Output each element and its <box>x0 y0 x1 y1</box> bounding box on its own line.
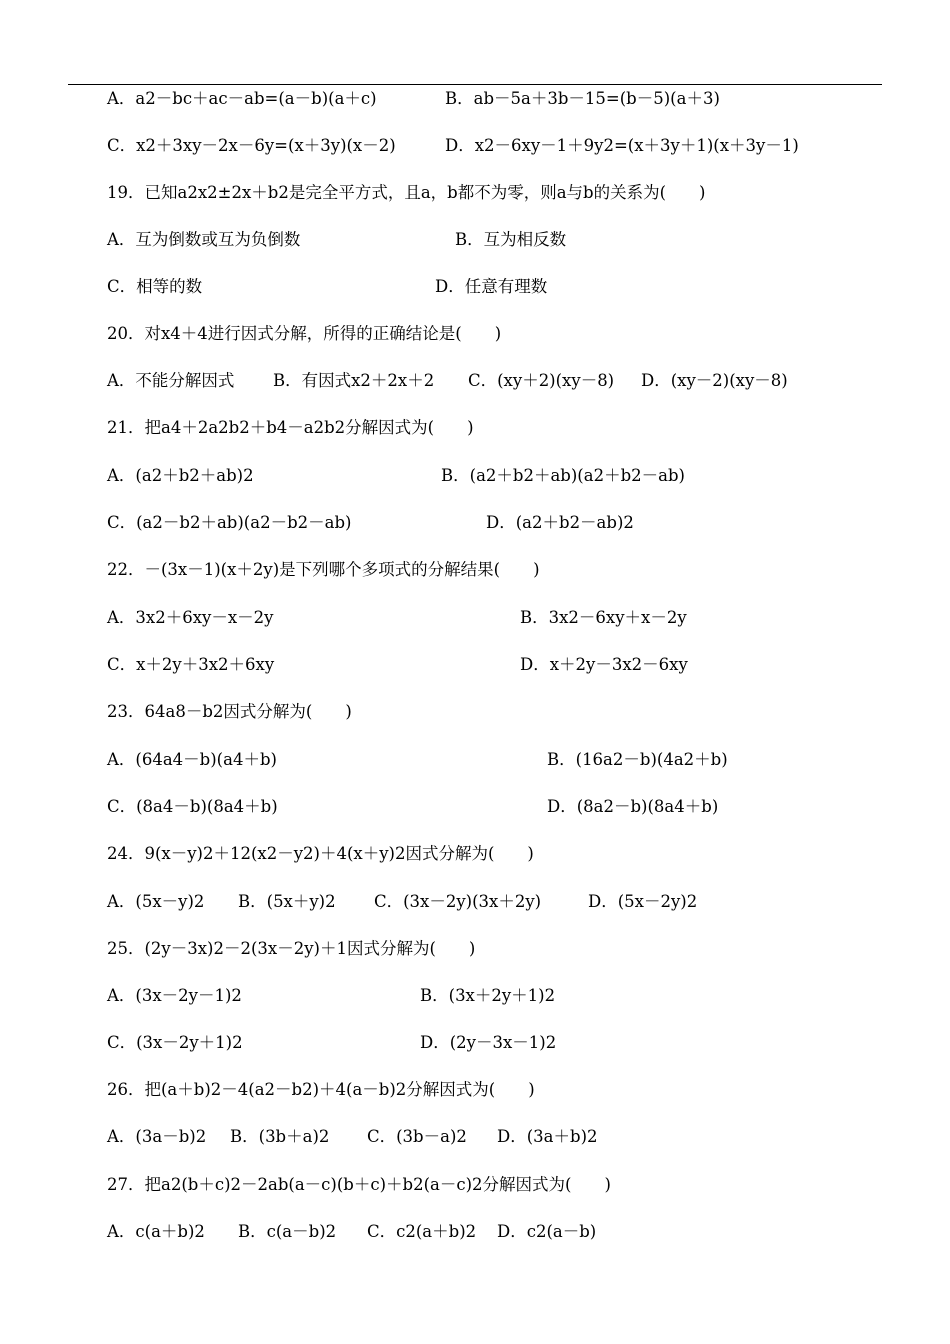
option-b: B．3x2－6xy＋x－2y <box>520 608 687 627</box>
option-b: B．(a2＋b2＋ab)(a2＋b2－ab) <box>441 466 685 485</box>
option-a: A．3x2＋6xy－x－2y <box>107 608 274 627</box>
question-text: 20．对x4＋4进行因式分解，所得的正确结论是( ) <box>107 324 502 343</box>
option-d: D．(5x－2y)2 <box>588 892 698 911</box>
option-d: D．(3a＋b)2 <box>497 1127 598 1146</box>
option-b: B．c(a－b)2 <box>238 1222 337 1241</box>
option-c: C．(a2－b2＋ab)(a2－b2－ab) <box>107 513 352 532</box>
option-d: D．(8a2－b)(8a4＋b) <box>547 797 719 816</box>
option-c: C．(3x－2y＋1)2 <box>107 1033 243 1052</box>
question-text: 27．把a2(b＋c)2－2ab(a－c)(b＋c)＋b2(a－c)2分解因式为( ) <box>107 1175 611 1194</box>
option-c: C．x＋2y＋3x2＋6xy <box>107 655 275 674</box>
option-b: B．(16a2－b)(4a2＋b) <box>547 750 728 769</box>
option-c: C．(3b－a)2 <box>367 1127 467 1146</box>
option-a: A．(3a－b)2 <box>107 1127 207 1146</box>
option-a: A．互为倒数或互为负倒数 <box>107 230 301 249</box>
option-c: C．(3x－2y)(3x＋2y) <box>374 892 542 911</box>
option-b: B．(3x＋2y＋1)2 <box>420 986 556 1005</box>
option-d: D．(a2＋b2－ab)2 <box>486 513 634 532</box>
option-b: B．ab－5a＋3b－15=(b－5)(a＋3) <box>445 89 720 108</box>
option-b: B．(3b＋a)2 <box>230 1127 330 1146</box>
question-text: 22．－(3x－1)(x＋2y)是下列哪个多项式的分解结果( ) <box>107 560 540 579</box>
option-b: B．有因式x2＋2x＋2 <box>273 371 435 390</box>
option-d: D．x＋2y－3x2－6xy <box>520 655 688 674</box>
option-a: A．(a2＋b2＋ab)2 <box>107 466 254 485</box>
option-d: D．c2(a－b) <box>497 1222 597 1241</box>
option-c: C．(8a4－b)(8a4＋b) <box>107 797 278 816</box>
question-text: 24．9(x－y)2＋12(x2－y2)＋4(x＋y)2因式分解为( ) <box>107 844 534 863</box>
option-b: B．(5x＋y)2 <box>238 892 336 911</box>
question-text: 26．把(a＋b)2－4(a2－b2)＋4(a－b)2分解因式为( ) <box>107 1080 535 1099</box>
question-text: 25．(2y－3x)2－2(3x－2y)＋1因式分解为( ) <box>107 939 476 958</box>
option-c: C．c2(a＋b)2 <box>367 1222 477 1241</box>
header-rule <box>68 84 882 85</box>
question-text: 23．64a8－b2因式分解为( ) <box>107 702 352 721</box>
option-c: C．(xy＋2)(xy－8) <box>468 371 615 390</box>
option-a: A．a2－bc＋ac－ab=(a－b)(a＋c) <box>107 89 377 108</box>
question-text: 21．把a4＋2a2b2＋b4－a2b2分解因式为( ) <box>107 418 474 437</box>
option-d: D．(2y－3x－1)2 <box>420 1033 557 1052</box>
option-a: A．c(a＋b)2 <box>107 1222 205 1241</box>
option-d: D．x2－6xy－1＋9y2=(x＋3y＋1)(x＋3y－1) <box>445 136 799 155</box>
option-d: D．(xy－2)(xy－8) <box>641 371 788 390</box>
option-a: A．不能分解因式 <box>107 371 235 390</box>
option-a: A．(3x－2y－1)2 <box>107 986 242 1005</box>
option-c: C．相等的数 <box>107 277 203 296</box>
option-a: A．(5x－y)2 <box>107 892 205 911</box>
option-a: A．(64a4－b)(a4＋b) <box>107 750 277 769</box>
option-b: B．互为相反数 <box>455 230 567 249</box>
option-c: C．x2＋3xy－2x－6y=(x＋3y)(x－2) <box>107 136 396 155</box>
question-text: 19．已知a2x2±2x＋b2是完全平方式，且a，b都不为零，则a与b的关系为( ) <box>107 183 706 202</box>
option-d: D．任意有理数 <box>435 277 548 296</box>
